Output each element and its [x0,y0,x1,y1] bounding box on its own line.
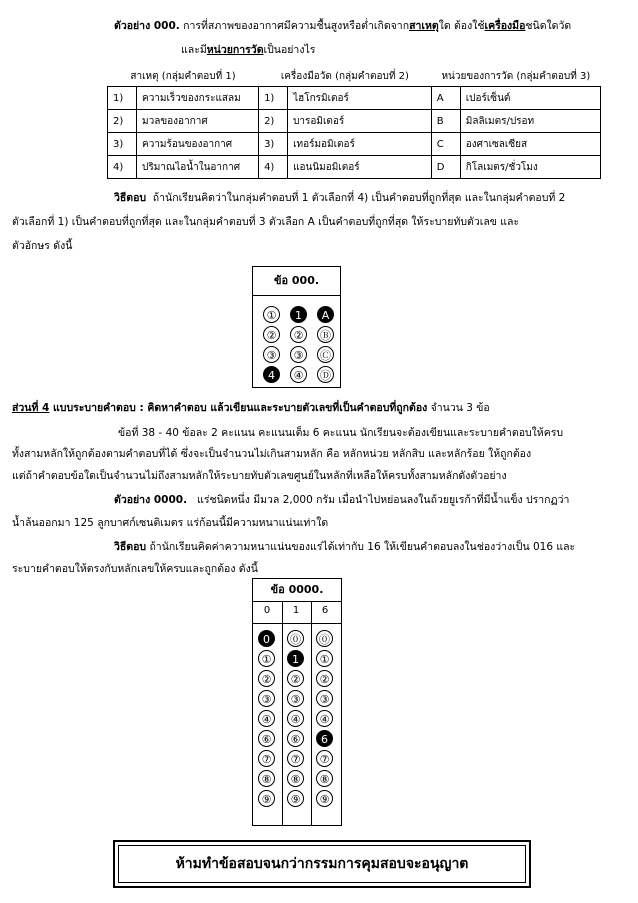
example-0000-line2: น้ำล้นออกมา 125 ลูกบาศก์เซนติเมตร แร่ก้อนนี้มีความหนาแน่นเท่าใด [12,517,329,529]
method1-label: วิธีตอบ [114,192,147,204]
digit-bubble[interactable]: ② [287,670,304,687]
written-digit: 0 [263,605,271,616]
filled-digit-bubble[interactable]: 1 [287,650,304,667]
digit-bubble[interactable]: ⑦ [316,750,333,767]
digit-bubble[interactable]: ② [258,670,275,687]
cell: แอนนิมอมิเตอร์ [288,156,432,179]
answer-bubble[interactable]: ② [290,326,307,343]
digit-bubble[interactable]: ② [316,670,333,687]
cell: A [431,87,460,110]
answer-bubble[interactable]: ③ [263,346,280,363]
digit-bubble[interactable]: ① [258,650,275,667]
cell: องศาเซลเซียส [460,133,600,156]
term-unit: หน่วยการวัด [206,44,264,56]
cell: 1) [108,87,137,110]
method1-line1 [114,190,565,206]
digit-bubble[interactable]: ④ [316,710,333,727]
header-tool: เครื่องมือวัด (กลุ่มคำตอบที่ 2) [280,70,409,82]
part4-label: ส่วนที่ 4 [12,402,50,414]
header-cause: สาเหตุ (กลุ่มคำตอบที่ 1) [130,70,236,82]
digit-bubble[interactable]: ③ [287,690,304,707]
table-row [108,87,601,110]
cell: เทอร์มอมิเตอร์ [288,133,432,156]
example-000-line2 [181,42,315,58]
filled-digit-bubble[interactable]: 6 [316,730,333,747]
cell: มวลของอากาศ [137,110,259,133]
part4-line2: ทั้งสามหลักให้ถูกต้องตามคำตอบที่ได้ ซึ่งจะเป็นจำนวนไม่เกินสามหลัก คือ หลักหน่วย หลักสิบ และหลักร้อย ให้ถูกต้อง [12,448,532,460]
text: แร่ชนิดหนึ่ง มีมวล 2,000 กรัม เมื่อนำไปหย่อนลงในถ้วยยูเรก้าที่มีน้ำแข็ง ปรากฏว่า [197,494,570,506]
term-tool: เครื่องมือ [484,20,526,32]
filled-digit-bubble[interactable]: 0 [258,630,275,647]
column-divider [311,601,312,825]
digit-bubble[interactable]: ⑦ [287,750,304,767]
answer-bubble[interactable]: ③ [290,346,307,363]
cell: บารอมิเตอร์ [288,110,432,133]
exam-notice: ห้ามทำข้อสอบจนกว่ากรรมการคุมสอบจะอนุญาต [118,845,526,883]
method2-line2: ระบายคำตอบให้ตรงกับหลักเลขให้ครบและถูกต้อง ดังนี้ [12,563,258,575]
cell: 2) [108,110,137,133]
digit-bubble[interactable]: ① [316,650,333,667]
options-table [107,66,601,179]
digit-bubble[interactable]: ④ [258,710,275,727]
part4-title: แบบระบายคำตอบ : คิดหาคำตอบ แล้วเขียนและระบายตัวเลขที่เป็นคำตอบที่ถูกต้อง [49,402,428,414]
cell: 3) [259,133,288,156]
text: ใด ต้องใช้ [438,20,485,32]
answer-bubble[interactable]: ① [263,306,280,323]
text: เป็นอย่างไร [263,44,316,56]
part4-count: จำนวน 3 ข้อ [427,402,490,414]
digit-bubble[interactable]: ③ [316,690,333,707]
digit-bubble[interactable]: ④ [287,710,304,727]
digit-bubble[interactable]: ⑧ [258,770,275,787]
part4-heading [12,400,490,416]
example-000-line1 [114,18,571,34]
part4-line3: แต่ถ้าคำตอบข้อใดเป็นจำนวนไม่ถึงสามหลักให้ระบายทับตัวเลขศูนย์ในหลักที่เหลือให้ครบทั้งสามหลักดังตัวอย่าง [12,470,507,482]
answer-bubble[interactable]: Ⓓ [317,366,334,383]
filled-answer-bubble[interactable]: 4 [263,366,280,383]
filled-answer-bubble[interactable]: 1 [290,306,307,323]
answer-bubble[interactable]: ② [263,326,280,343]
cell: ไฮโกรมิเตอร์ [288,87,432,110]
text: ถ้านักเรียนคิดว่าในกลุ่มคำตอบที่ 1 ตัวเลือกที่ 4) เป็นคำตอบที่ถูกที่สุด และในกลุ่มคำตอบที่ 2 [152,192,566,204]
written-digit: 6 [321,605,329,616]
cell: 1) [259,87,288,110]
cell: 4) [108,156,137,179]
method1-line3: ตัวอักษร ดังนี้ [12,240,73,252]
example-000-label: ตัวอย่าง 000. [114,20,180,32]
method2-label: วิธีตอบ [114,541,147,553]
digit-bubble[interactable]: ⑦ [258,750,275,767]
cell: D [431,156,460,179]
written-digit: 1 [292,605,300,616]
exam-notice-box [113,840,531,888]
cell: มิลลิเมตร/ปรอท [460,110,600,133]
cell: ความเร็วของกระแสลม [137,87,259,110]
cell: 3) [108,133,137,156]
digit-bubble[interactable]: ⑨ [316,790,333,807]
header-unit: หน่วยของการวัด (กลุ่มคำตอบที่ 3) [441,70,591,82]
cell: 4) [259,156,288,179]
table-row [108,133,601,156]
sheet-title: ข้อ 0000. [253,579,341,602]
cell: กิโลเมตร/ชั่วโมง [460,156,600,179]
method1-line2: ตัวเลือกที่ 1) เป็นคำตอบที่ถูกที่สุด และในกลุ่มคำตอบที่ 3 ตัวเลือก A เป็นคำตอบที่ถูกที่สุด ให้ระบายทับตัวเลข และ [12,216,520,228]
digit-bubble[interactable]: ⓪ [316,630,333,647]
sheet-title: ข้อ 000. [253,267,340,296]
example-0000-label: ตัวอย่าง 0000. [114,494,188,506]
text: และมี [181,44,207,56]
cell: ปริมาณไอน้ำในอากาศ [137,156,259,179]
answer-bubble[interactable]: Ⓒ [317,346,334,363]
digit-bubble[interactable]: ⑧ [287,770,304,787]
part4-line1: ข้อที่ 38 - 40 ข้อละ 2 คะแนน คะแนนเต็ม 6 คะแนน นักเรียนจะต้องเขียนและระบายคำตอบให้ครบ [118,427,564,439]
text: ชนิดใดวัด [525,20,572,32]
text: ถ้านักเรียนคิดค่าความหนาแน่นของแร่ได้เท่ากับ 16 ให้เขียนคำตอบลงในช่องว่างเป็น 016 และ [149,541,576,553]
filled-answer-bubble[interactable]: A [317,306,334,323]
digit-bubble[interactable]: ⓪ [287,630,304,647]
answer-bubble[interactable]: ④ [290,366,307,383]
cell: เปอร์เซ็นต์ [460,87,600,110]
digit-bubble[interactable]: ⑧ [316,770,333,787]
answer-bubble[interactable]: Ⓑ [317,326,334,343]
digit-bubble[interactable]: ⑥ [287,730,304,747]
example-0000-line1 [114,492,569,508]
cell: 2) [259,110,288,133]
digit-bubble[interactable]: ⑥ [258,730,275,747]
table-row [108,110,601,133]
method2-line1 [114,539,575,555]
digit-bubble[interactable]: ⑨ [287,790,304,807]
table-header-row [108,66,601,87]
text: การที่สภาพของอากาศมีความชื้นสูงหรือต่ำเกิดจาก [179,20,410,32]
cell: ความร้อนของอากาศ [137,133,259,156]
term-cause: สาเหตุ [409,20,439,32]
table-row [108,156,601,179]
digit-bubble[interactable]: ③ [258,690,275,707]
cell: B [431,110,460,133]
digit-bubble[interactable]: ⑨ [258,790,275,807]
cell: C [431,133,460,156]
column-divider [282,601,283,825]
